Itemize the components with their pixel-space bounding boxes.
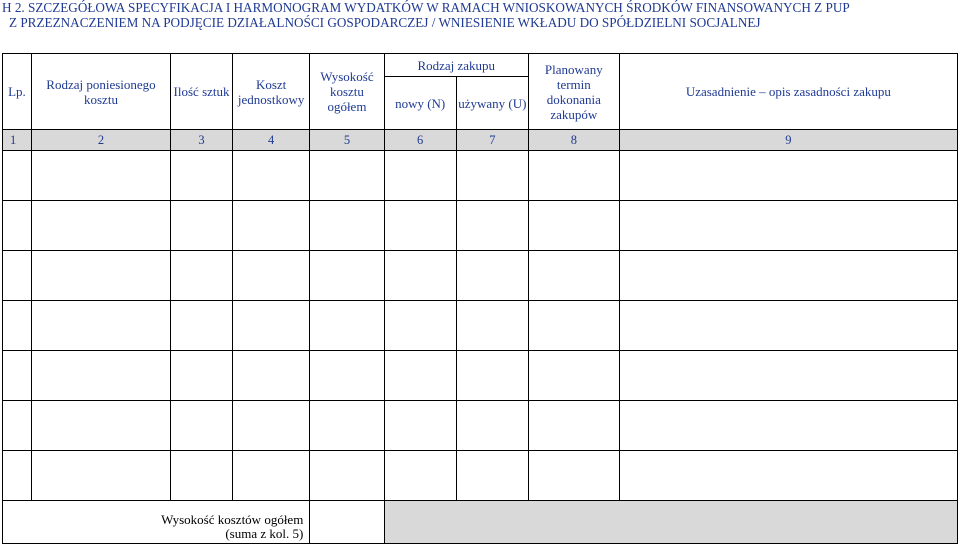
column-number: 3	[171, 130, 233, 151]
cell-wysokosc[interactable]	[310, 451, 384, 501]
cell-ilosc[interactable]	[171, 151, 233, 201]
cell-uzywany[interactable]	[456, 351, 528, 401]
cell-wysokosc[interactable]	[310, 301, 384, 351]
cell-koszt-jedn[interactable]	[232, 151, 309, 201]
expense-specification-table	[2, 53, 958, 544]
cell-lp[interactable]	[3, 201, 32, 251]
header-ilosc-sztuk: Ilość sztuk	[171, 54, 233, 130]
total-value-cell[interactable]	[310, 501, 384, 544]
cell-uzasadnienie[interactable]	[619, 401, 957, 451]
header-wysokosc-kosztu: Wysokość kosztu ogółem	[310, 54, 384, 130]
cell-nowy[interactable]	[384, 151, 456, 201]
header-uzywany: używany (U)	[456, 77, 528, 130]
cell-koszt-jedn[interactable]	[232, 351, 309, 401]
cell-rodzaj[interactable]	[31, 201, 170, 251]
cell-rodzaj[interactable]	[31, 401, 170, 451]
cell-uzasadnienie[interactable]	[619, 151, 957, 201]
cell-koszt-jedn[interactable]	[232, 201, 309, 251]
cell-uzasadnienie[interactable]	[619, 351, 957, 401]
column-number: 6	[384, 130, 456, 151]
header-nowy: nowy (N)	[384, 77, 456, 130]
form-title-line-2: Z PRZEZNACZENIEM NA PODJĘCIE DZIAŁALNOŚCI GOSPODARCZEJ / WNIESIENIE WKŁADU DO SPÓŁDZIELNI SOCJALNEJ	[9, 15, 761, 30]
cell-termin[interactable]	[528, 401, 619, 451]
column-number: 7	[456, 130, 528, 151]
table-row	[3, 351, 958, 401]
cell-termin[interactable]	[528, 201, 619, 251]
cell-wysokosc[interactable]	[310, 351, 384, 401]
cell-rodzaj[interactable]	[31, 151, 170, 201]
cell-nowy[interactable]	[384, 301, 456, 351]
column-number: 9	[619, 130, 957, 151]
form-title	[2, 0, 957, 30]
cell-ilosc[interactable]	[171, 201, 233, 251]
cell-nowy[interactable]	[384, 351, 456, 401]
column-number: 4	[232, 130, 309, 151]
cell-rodzaj[interactable]	[31, 301, 170, 351]
table-row	[3, 401, 958, 451]
total-shaded-area	[384, 501, 957, 544]
table-row	[3, 451, 958, 501]
cell-termin[interactable]	[528, 301, 619, 351]
cell-uzasadnienie[interactable]	[619, 201, 957, 251]
header-rodzaj-zakupu: Rodzaj zakupu	[384, 54, 528, 77]
cell-rodzaj[interactable]	[31, 251, 170, 301]
cell-lp[interactable]	[3, 451, 32, 501]
column-number: 1	[3, 130, 32, 151]
cell-lp[interactable]	[3, 251, 32, 301]
cell-ilosc[interactable]	[171, 451, 233, 501]
cell-wysokosc[interactable]	[310, 151, 384, 201]
column-number: 2	[31, 130, 170, 151]
total-label-line-2: (suma z kol. 5)	[225, 526, 304, 541]
cell-wysokosc[interactable]	[310, 401, 384, 451]
total-row	[3, 501, 958, 544]
cell-termin[interactable]	[528, 451, 619, 501]
cell-nowy[interactable]	[384, 201, 456, 251]
header-rodzaj-kosztu: Rodzaj poniesionego kosztu	[31, 54, 170, 130]
cell-termin[interactable]	[528, 151, 619, 201]
cell-ilosc[interactable]	[171, 251, 233, 301]
cell-wysokosc[interactable]	[310, 251, 384, 301]
cell-lp[interactable]	[3, 301, 32, 351]
table-row	[3, 151, 958, 201]
cell-termin[interactable]	[528, 251, 619, 301]
column-number: 8	[528, 130, 619, 151]
cell-koszt-jedn[interactable]	[232, 251, 309, 301]
header-planowany-termin: Planowany termin dokonania zakupów	[528, 54, 619, 130]
table-row	[3, 201, 958, 251]
cell-uzasadnienie[interactable]	[619, 451, 957, 501]
cell-lp[interactable]	[3, 351, 32, 401]
cell-ilosc[interactable]	[171, 301, 233, 351]
cell-uzasadnienie[interactable]	[619, 251, 957, 301]
table-row	[3, 251, 958, 301]
cell-uzywany[interactable]	[456, 401, 528, 451]
cell-koszt-jedn[interactable]	[232, 451, 309, 501]
cell-rodzaj[interactable]	[31, 351, 170, 401]
cell-nowy[interactable]	[384, 451, 456, 501]
header-lp: Lp.	[3, 54, 32, 130]
table-row	[3, 301, 958, 351]
header-row	[3, 54, 958, 77]
cell-uzywany[interactable]	[456, 201, 528, 251]
cell-nowy[interactable]	[384, 251, 456, 301]
cell-koszt-jedn[interactable]	[232, 301, 309, 351]
cell-ilosc[interactable]	[171, 401, 233, 451]
cell-nowy[interactable]	[384, 401, 456, 451]
cell-uzywany[interactable]	[456, 151, 528, 201]
total-label-line-1: Wysokość kosztów ogółem	[161, 512, 304, 527]
cell-uzywany[interactable]	[456, 301, 528, 351]
cell-lp[interactable]	[3, 401, 32, 451]
header-koszt-jednostkowy: Koszt jednostkowy	[232, 54, 309, 130]
cell-ilosc[interactable]	[171, 351, 233, 401]
column-number: 5	[310, 130, 384, 151]
cell-termin[interactable]	[528, 351, 619, 401]
cell-rodzaj[interactable]	[31, 451, 170, 501]
form-title-line-1: H 2. SZCZEGÓŁOWA SPECYFIKACJA I HARMONOGRAM WYDATKÓW W RAMACH WNIOSKOWANYCH ŚRODKÓW FINANSOWANYCH Z PUP	[2, 0, 850, 15]
cell-lp[interactable]	[3, 151, 32, 201]
column-number-row	[3, 130, 958, 151]
cell-uzywany[interactable]	[456, 451, 528, 501]
cell-wysokosc[interactable]	[310, 201, 384, 251]
cell-koszt-jedn[interactable]	[232, 401, 309, 451]
cell-uzywany[interactable]	[456, 251, 528, 301]
cell-uzasadnienie[interactable]	[619, 301, 957, 351]
total-label	[3, 501, 310, 544]
header-uzasadnienie: Uzasadnienie – opis zasadności zakupu	[619, 54, 957, 130]
